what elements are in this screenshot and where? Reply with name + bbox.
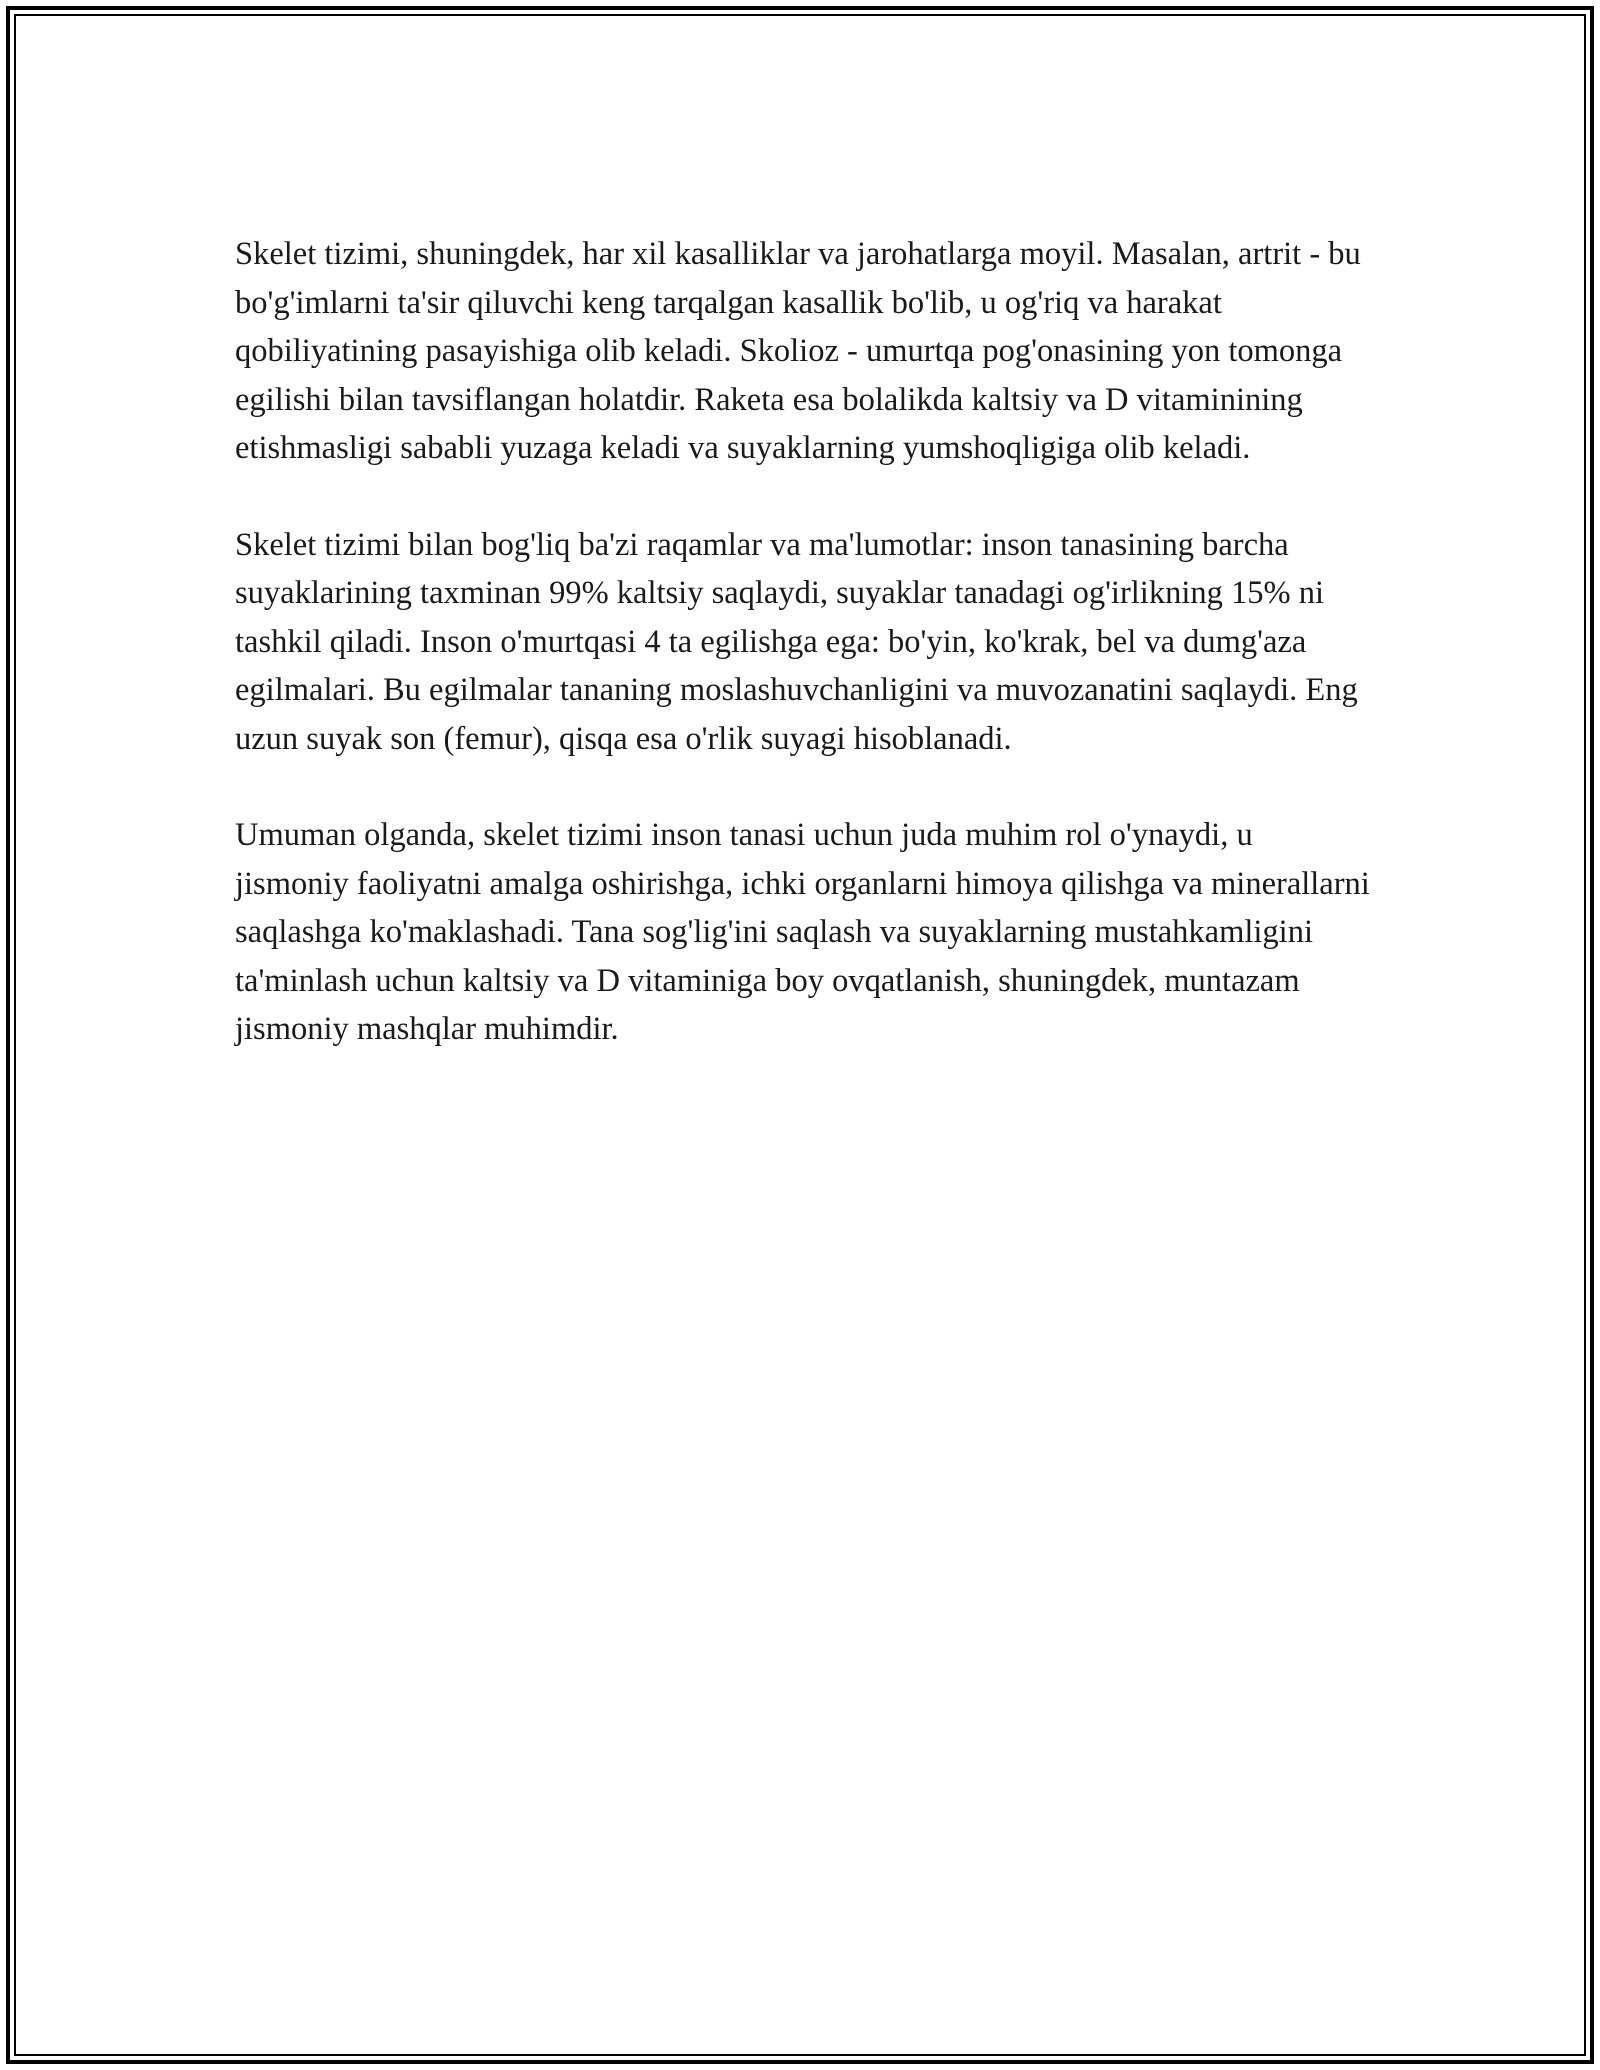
paragraph-2: Skelet tizimi bilan bog'liq ba'zi raqamlar va ma'lumotlar: inson tanasining barcha suyaklarining taxminan 99% kaltsiy saqlaydi, suyaklar tanadagi og'irlikning 15% ni tashkil qiladi. Inson o'murtqasi 4 ta egilishga ega: bo'yin, ko'krak, bel va dumg'aza egilmalari. Bu egilmalar tananing moslashuvchanligini va muvozanatini saqlaydi. Eng uzun suyak son (femur), qisqa esa o'rlik suyagi hisoblanadi. xyxy=(235,526,1358,757)
document-body xyxy=(235,230,1370,1102)
paragraph-3: Umuman olganda, skelet tizimi inson tanasi uchun juda muhim rol o'ynaydi, u jismoniy faoliyatni amalga oshirishga, ichki organlarni himoya qilishga va minerallarni saqlashga ko'maklashadi. Tana sog'lig'ini saqlash va suyaklarning mustahkamligini ta'minlash uchun kaltsiy va D vitaminiga boy ovqatlanish, shuningdek, muntazam jismoniy mashqlar muhimdir. xyxy=(235,817,1370,1047)
paragraph-1: Skelet tizimi, shuningdek, har xil kasalliklar va jarohatlarga moyil. Masalan, artrit - bu bo'g'imlarni ta'sir qiluvchi keng tarqalgan kasallik bo'lib, u og'riq va harakat qobiliyatining pasayishiga olib keladi. Skolioz - umurtqa pog'onasining yon tomonga egilishi bilan tavsiflangan holatdir. Raketa esa bolalikda kaltsiy va D vitaminining etishmasligi sababli yuzaga keladi va suyaklarning yumshoqligiga olib keladi. xyxy=(235,236,1361,466)
